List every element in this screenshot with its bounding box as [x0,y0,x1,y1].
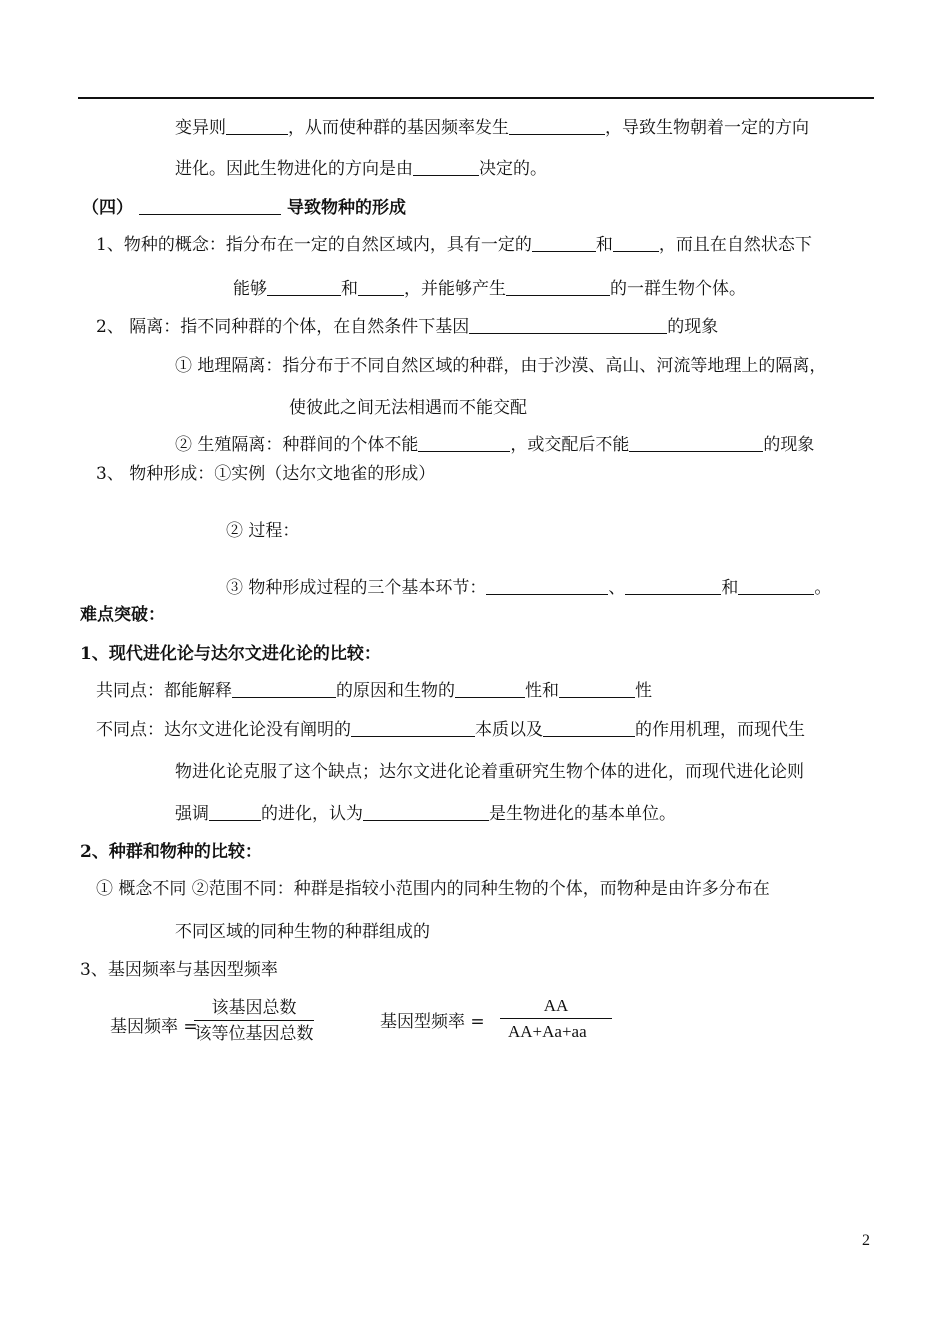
text-segment: 性 [635,681,652,701]
text-segment: 不同区域的同种生物的种群组成的 [175,922,430,942]
text-segment: 共同点：都能解释 [96,681,232,701]
text-segment: 性和 [525,681,559,701]
text-line [233,277,746,301]
text-segment: 的原因和生物的 [336,681,455,701]
fill-blank[interactable] [486,576,608,595]
fill-blank[interactable] [613,233,659,252]
text-segment: 的作用机理，而现代生 [635,720,805,740]
text-line [80,958,278,982]
text-line [175,354,826,378]
page-number: 2 [862,1232,870,1249]
text-segment: 3、基因频率与基因型频率 [80,960,278,980]
text-segment: 进化。因此生物进化的方向是由 [175,159,413,179]
text-segment: 。 [814,578,832,598]
fill-blank[interactable] [455,679,525,698]
text-segment: ① 地理隔离：指分布于不同自然区域的种群，由于沙漠、高山、河流等地理上的隔离， [175,356,827,376]
text-segment: 难点突破： [80,605,165,625]
section-heading [82,196,406,220]
text-segment: ，导致生物朝着一定的方向 [605,118,809,138]
section-heading [80,603,165,627]
fill-blank[interactable] [625,576,721,595]
text-segment: 、 [608,578,626,598]
text-segment: 2、 隔离：指不同种群的个体，在自然条件下基因 [96,317,470,337]
text-segment: 1、物种的概念：指分布在一定的自然区域内，具有一定的 [96,235,532,255]
text-segment: 本质以及 [475,720,543,740]
gene-frequency-label: 基因频率 = [110,1017,198,1037]
fill-blank[interactable] [226,116,288,135]
text-line [175,433,814,457]
section-heading [80,642,381,666]
text-segment: 能够 [233,279,267,299]
text-segment: 不同点：达尔文进化论没有阐明的 [96,720,351,740]
fill-blank[interactable] [543,718,635,737]
text-segment: 3、 物种形成：①实例（达尔文地雀的形成） [96,464,436,484]
text-segment: 强调 [175,804,209,824]
fill-blank[interactable] [532,233,596,252]
text-segment: 决定的。 [479,159,547,179]
text-segment: 导致物种的形成 [287,198,406,218]
text-line [175,157,547,181]
fill-blank[interactable] [559,679,635,698]
text-segment: 和 [595,235,613,255]
text-segment: ，而且在自然状态下 [658,235,812,255]
text-line [96,718,805,742]
text-line [175,116,809,140]
text-segment: ① 概念不同 ②范围不同：种群是指较小范围内的同种生物的个体，而物种是由许多分布在 [96,879,770,899]
text-segment: 和 [341,279,358,299]
fill-blank[interactable] [232,679,336,698]
section-heading [80,840,262,864]
fill-blank[interactable] [738,576,814,595]
text-line [96,877,770,901]
text-line [175,920,430,944]
text-line [226,519,299,543]
fill-blank[interactable] [267,277,341,296]
fill-blank[interactable] [629,433,763,452]
text-segment: 的进化，认为 [261,804,363,824]
genotype-frequency-fraction [500,994,612,1045]
genotype-frequency-label: 基因型频率 = [380,1012,485,1032]
text-segment: 的一群生物个体。 [610,279,746,299]
text-segment: 是生物进化的基本单位。 [489,804,676,824]
text-segment: 2、种群和物种的比较： [80,842,262,862]
text-segment: ，并能够产生 [404,279,506,299]
fill-blank[interactable] [139,196,281,215]
gene-frequency-fraction [194,996,314,1047]
fraction-numerator: AA [500,994,612,1019]
text-line [96,315,718,339]
text-line [96,233,812,257]
fill-blank[interactable] [509,116,605,135]
text-line [175,802,676,826]
text-segment: ② 过程： [226,521,300,541]
text-segment: 物进化论克服了这个缺点；达尔文进化论着重研究生物个体的进化，而现代进化论则 [175,762,804,782]
fill-blank[interactable] [363,802,489,821]
text-line [289,396,527,420]
fraction-numerator: 该基因总数 [194,996,314,1021]
text-segment: 的现象 [667,317,719,337]
fill-blank[interactable] [358,277,404,296]
header-rule [78,97,874,99]
fraction-denominator: 该等位基因总数 [194,1024,314,1044]
fill-blank[interactable] [469,315,667,334]
text-segment: （四） [82,198,133,218]
text-segment: 和 [721,578,739,598]
text-segment: 变异则 [175,118,226,138]
fill-blank[interactable] [506,277,610,296]
text-line [96,679,652,703]
text-segment: 使彼此之间无法相遇而不能交配 [289,398,527,418]
text-segment: ，或交配后不能 [510,435,630,455]
text-segment: ③ 物种形成过程的三个基本环节： [226,578,487,598]
fraction-denominator: AA+Aa+aa [508,1022,587,1041]
fill-blank[interactable] [413,157,479,176]
text-line [96,462,435,486]
fill-blank[interactable] [351,718,475,737]
text-line [175,760,804,784]
text-segment: ② 生殖隔离：种群间的个体不能 [175,435,419,455]
fill-blank[interactable] [209,802,261,821]
text-segment: 的现象 [763,435,815,455]
text-segment: 1、现代进化论与达尔文进化论的比较： [80,644,381,664]
fill-blank[interactable] [418,433,510,452]
text-segment: ，从而使种群的基因频率发生 [288,118,509,138]
text-line [226,576,831,600]
